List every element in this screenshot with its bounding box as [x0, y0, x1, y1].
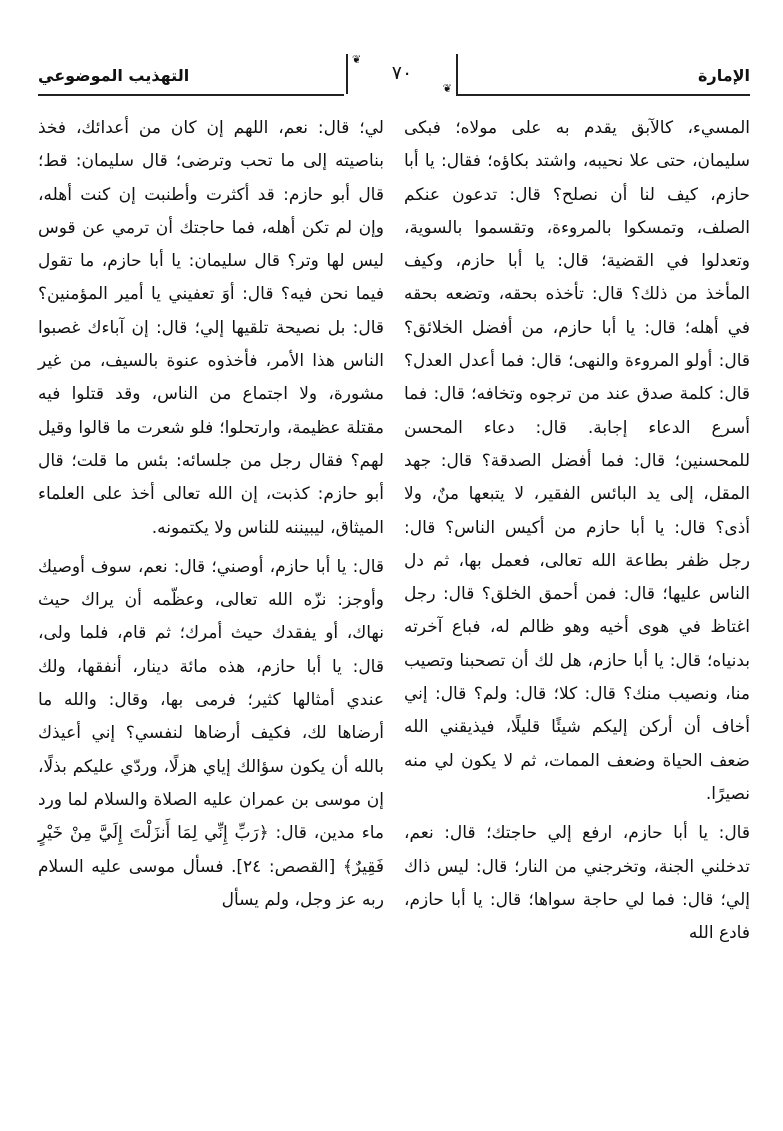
header-rule-right [456, 94, 750, 96]
paragraph: قال: يا أبا حازم، ارفع إلي حاجتك؛ قال: نعم، تدخلني الجنة، وتخرجني من النار؛ قال: ليس ذاك إلي؛ قال: فما لي حاجة سواها؛ قال: يا أبا حازم، فادع الله [404, 823, 750, 944]
section-title: الإمارة [698, 66, 750, 85]
paragraph-text: قال: يا أبا حازم، أوصني؛ قال: نعم، سوف أوصيك وأوجز: نزّه الله تعالى، وعظّمه أن يراك حيث نهاك، أو يفقدك حيث أمرك؛ ثم قام، فلما ولى، قال: يا أبا حازم، هذه مائة دينار، أنفقها، ولك عندي أمثالها كثير؛ فرمى بها، وقال: والله ما أرضاها لك، فكيف أرضاها لنفسي؟ إني أعيذك بالله أن يكون سؤالك إياي هزلًا، وردّي عليكم بذلًا، إن موسى بن عمران عليه الصلاة والسلام لما ورد ماء مدين، قال: [38, 556, 384, 844]
quran-verse: ﴿رَبِّ إِنِّي لِمَا أَنزَلْتَ إِلَيَّ مِنْ خَيْرٍ فَقِيرٌ﴾ [38, 823, 385, 877]
right-column [404, 112, 750, 956]
paragraph-text: فسأل موسى عليه السلام ربه عز وجل، ولم يسأل [38, 856, 384, 910]
paragraph: المسيء، كالآبق يقدم به على مولاه؛ فبكى سليمان، حتى علا نحيبه، واشتد بكاؤه؛ فقال: يا أبا حازم، كيف لنا أن نصلح؟ قال: تدعون عنكم الصلف، وتمسكوا بالمروءة، وتقسموا بالسوية، وتعدلوا في القضية؛ قال: يا أبا حازم، وكيف المأخذ من ذلك؟ قال: تأخذه بحقه، وتضعه بحقه في أهله؛ قال: يا أبا حازم، من أفضل الخلائق؟ قال: أولو المروءة والنهى؛ قال: فما أعدل العدل؟ قال: كلمة صدق عند من ترجوه وتخافه؛ قال: فما أسرع الدعاء إجابة. قال: دعاء المحسن للمحسنين؛ قال: فما أفضل الصدقة؟ قال: جهد المقل، إلى يد البائس الفقير، لا يتبعها منٌ، ولا أذى؟ قال: يا أبا حازم من أكيس الناس؟ قال: رجل ظفر بطاعة الله تعالى، فعمل بها، ثم دل الناس عليها؛ قال: فمن أحمق الخلق؟ قال: رجل اغتاظ في هوى أخيه وهو ظالم له، فباع آخرته بدنياه؛ قال: يا أبا حازم، هل لك أن تصحبنا وتصيب منا، ونصيب منك؟ قال: كلا؛ قال: ولم؟ قال: إني أخاف أن أركن إليكم شيئًا قليلًا، فيذيقني الله ضعف الحياة وضعف الممات، ثم لا يكون لي منه نصيرًا. [404, 118, 750, 804]
paragraph [38, 551, 384, 917]
page-number-frame [346, 54, 458, 94]
book-title: التهذيب الموضوعي [38, 66, 190, 85]
verse-citation: [القصص: ٢٤]. [231, 856, 336, 877]
left-column [38, 112, 384, 923]
paragraph: لي؛ قال: نعم، اللهم إن كان من أعدائك، فخذ بناصيته إلى ما تحب وترضى؛ قال سليمان: قط؛ قال أبو حازم: قد أكثرت وأطنبت إن كنت أهله، وإن لم تكن أهله، فما حاجتك أن ترمي عن قوس ليس لها وتر؟ قال سليمان: يا أبا حازم، ما تقول فيما نحن فيه؟ قال: أوَ تعفيني يا أمير المؤمنين؟ قال: بل نصيحة تلقيها إلي؛ قال: إن آباءك غصبوا الناس هذا الأمر، فأخذوه عنوة بالسيف، من غير مشورة، ولا اجتماع من الناس، وقد قتلوا فيه مقتلة عظيمة، وارتحلوا؛ فلو شعرت ما قالوا وقيل لهم؟ فقال رجل من جلسائه: بئس ما قلت؛ قال أبو حازم: كذبت، إن الله تعالى أخذ على العلماء الميثاق، ليبيننه للناس ولا يكتمونه. [38, 118, 384, 538]
ornament-icon: ❦ [352, 53, 362, 66]
page-number: ٧٠ [391, 62, 413, 84]
page-header [38, 50, 750, 105]
ornament-icon: ❦ [442, 82, 452, 95]
header-rule-left [38, 94, 344, 96]
